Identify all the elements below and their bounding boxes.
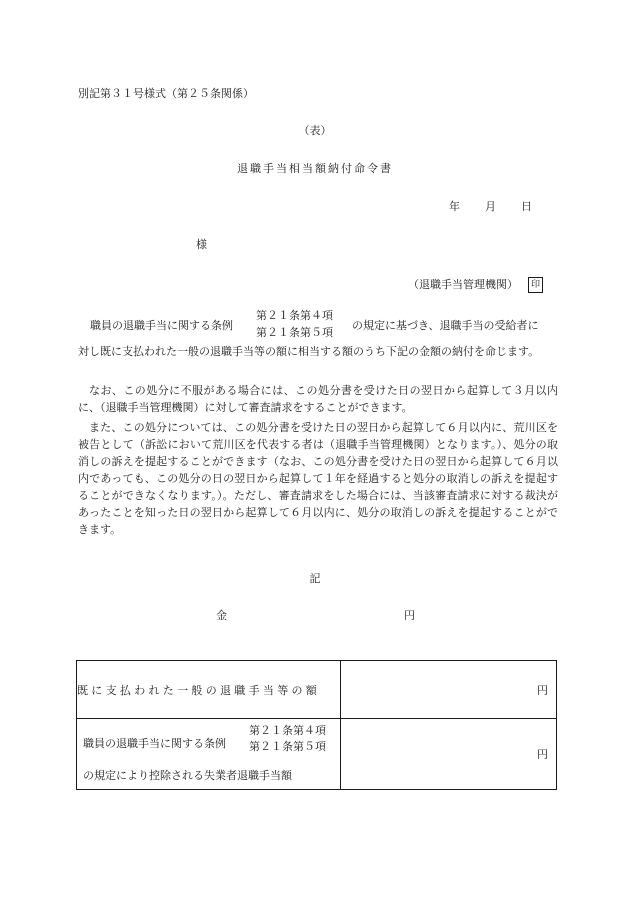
article-4: 第２１条第４項 <box>256 309 333 322</box>
issuer-line <box>408 276 543 293</box>
row1-amount-cell <box>341 661 557 719</box>
table-row <box>77 661 557 719</box>
amount-unit: 円 <box>404 609 415 622</box>
row1-unit: 円 <box>537 683 548 697</box>
deduction-table <box>76 660 557 790</box>
amount-label: 金 <box>216 609 227 622</box>
article-5: 第２１条第５項 <box>256 326 333 339</box>
paragraph-1-tail: の規定に基づき、退職手当の受給者に <box>352 319 539 332</box>
date-day: 日 <box>521 200 532 213</box>
row2-unit: 円 <box>537 748 548 761</box>
date-month: 月 <box>485 200 496 213</box>
row2-article-4: 第２１条第４項 <box>249 724 326 737</box>
row2-article-stack <box>249 723 326 755</box>
date-year: 年 <box>449 200 460 213</box>
row1-label: 既に支払われた一般の退職手当等の額 <box>77 661 341 719</box>
side-label: （表） <box>298 124 332 137</box>
form-number: 別記第３１号様式（第２５条関係） <box>78 87 254 100</box>
document-title: 退職手当相当額納付命令書 <box>237 162 393 175</box>
addressee-suffix: 様 <box>196 238 207 251</box>
row2-label-lead: 職員の退職手当に関する条例 <box>83 737 226 750</box>
issuer-label: （退職手当管理機関） <box>408 278 518 291</box>
date-line <box>449 198 532 214</box>
paragraph-3: また、この処分については、この処分書を受けた日の翌日から起算して６月以内に、荒川区を被告として（訴訟において荒川区を代表する者は（退職手当管理機関）となります。）、処分の取消しの訴えを提起することができます（なお、この処分書を受けた日の翌日から起算して６月以内であっても、この処分の日の翌日から起算して１年を経過すると処分の取消しの訴えを提起することができなくなります。）。ただし、審査請求をした場合には、当該審査請求に対する裁決があったことを知った日の翌日から起算して６月以内に、処分の取消しの訴えを提起することができます。 <box>78 421 558 536</box>
table-row <box>77 719 557 790</box>
paragraph-1-first-line <box>90 307 560 341</box>
seal-mark: 印 <box>528 277 543 293</box>
paragraph-1-lead: 職員の退職手当に関する条例 <box>90 319 233 332</box>
row2-label-cell <box>77 719 341 790</box>
ki-heading: 記 <box>309 572 321 585</box>
row2-article-5: 第２１条第５項 <box>249 740 326 753</box>
row2-amount-cell <box>341 719 557 790</box>
paragraph-1-rest: 対し既に支払われた一般の退職手当等の額に相当する額のうち下記の金額の納付を命じます。 <box>78 345 540 358</box>
row2-label-tail: の規定により控除される失業者退職手当額 <box>83 769 292 782</box>
paragraph-2: なお、この処分に不服がある場合には、この処分書を受けた日の翌日から起算して３月以内に、（退職手当管理機関）に対して審査請求をすることができます。 <box>78 384 558 414</box>
article-stack <box>256 307 333 341</box>
